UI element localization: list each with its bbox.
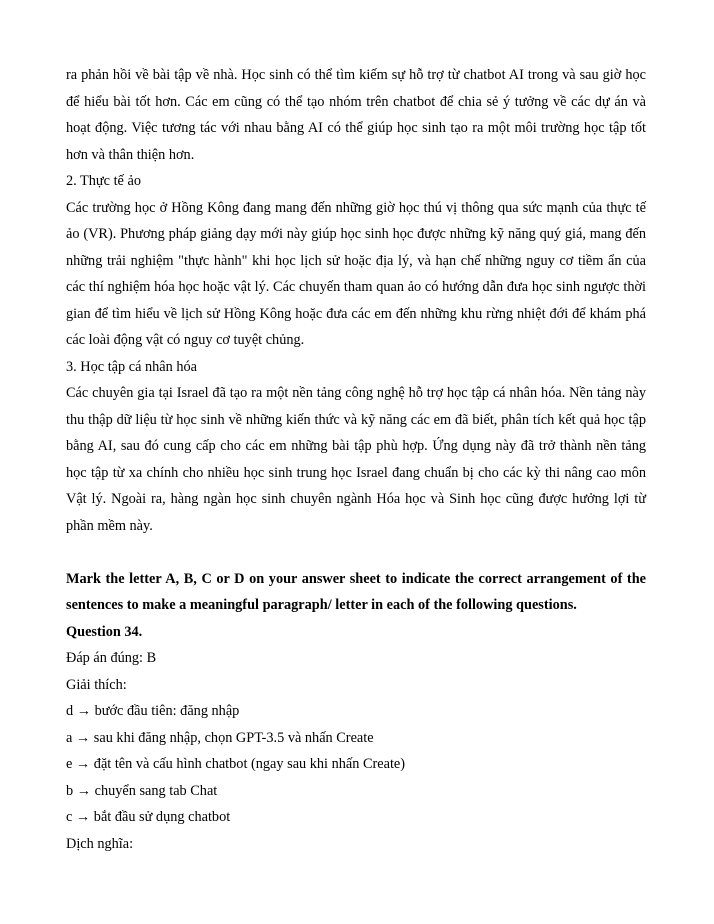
paragraph-chatbot-tail: ra phản hồi về bài tập về nhà. Học sinh có thể tìm kiếm sự hỗ trợ từ chatbot AI trong và sau giờ học để hiểu bài tốt hơn. Các em cũng có thể tạo nhóm trên chatbot để chia sẻ ý tưởng về các dự án và hoạt động. Việc tương tác với nhau bằng AI có thể giúp học sinh tạo ra một môi trường học tập tốt hơn và thân thiện hơn. (66, 67, 646, 163)
explanation-step: e → đặt tên và cấu hình chatbot (ngay sau khi nhấn Create) (66, 756, 406, 772)
question-label: Question 34. (66, 623, 143, 640)
explanation-step: c → bắt đầu sử dụng chatbot (66, 809, 231, 825)
explanation-step: b → chuyển sang tab Chat (66, 782, 218, 799)
paragraph-personalized-learning: Các chuyên gia tại Israel đã tạo ra một nền tảng công nghệ hỗ trợ học tập cá nhân hóa. Nền tảng này thu thập dữ liệu từ học sinh về những kiến thức và kỹ năng các em đã biết, phân tích kết quả học tập bằng AI, sau đó cung cấp cho các em những bài tập phù hợp. Ứng dụng này đã trở thành nền tảng học tập từ xa chính cho nhiều học sinh trung học Israel đang chuẩn bị cho các kỳ thi nâng cao môn Vật lý. Ngoài ra, hàng ngàn học sinh chuyên ngành Hóa học và Sinh học cũng được hưởng lợi từ phần mềm này. (66, 385, 646, 534)
explanation-label: Giải thích: (66, 676, 127, 693)
heading-personalized-learning: 3. Học tập cá nhân hóa (66, 358, 198, 375)
heading-virtual-reality: 2. Thực tế ảo (66, 173, 141, 189)
translation-label: Dịch nghĩa: (66, 835, 134, 852)
blank-line (66, 539, 646, 566)
answer-line: Đáp án đúng: B (66, 650, 157, 666)
question-instruction: Mark the letter A, B, C or D on your answer sheet to indicate the correct arrangement of the sentences to make a meaningful paragraph/ letter in each of the following questions. (66, 570, 646, 613)
paragraph-virtual-reality: Các trường học ở Hồng Kông đang mang đến những giờ học thú vị thông qua sức mạnh của thực tế ảo (VR). Phương pháp giảng dạy mới này giúp học sinh học được những kỹ năng quý giá, mang đến những trải nghiệm "thực hành" khi học lịch sử hoặc địa lý, và hạn chế những nguy cơ tiềm ẩn của các thí nghiệm hóa học hoặc vật lý. Các chuyến tham quan ảo có hướng dẫn đưa học sinh ngược thời gian để tìm hiểu về lịch sử Hồng Kông hoặc đưa các em đến những khu rừng nhiệt đới để khám phá các loài động vật có nguy cơ tuyệt chủng. (66, 199, 646, 348)
explanation-step: a → sau khi đăng nhập, chọn GPT-3.5 và nhấn Create (66, 729, 374, 746)
explanation-step: d → bước đầu tiên: đăng nhập (66, 703, 240, 719)
